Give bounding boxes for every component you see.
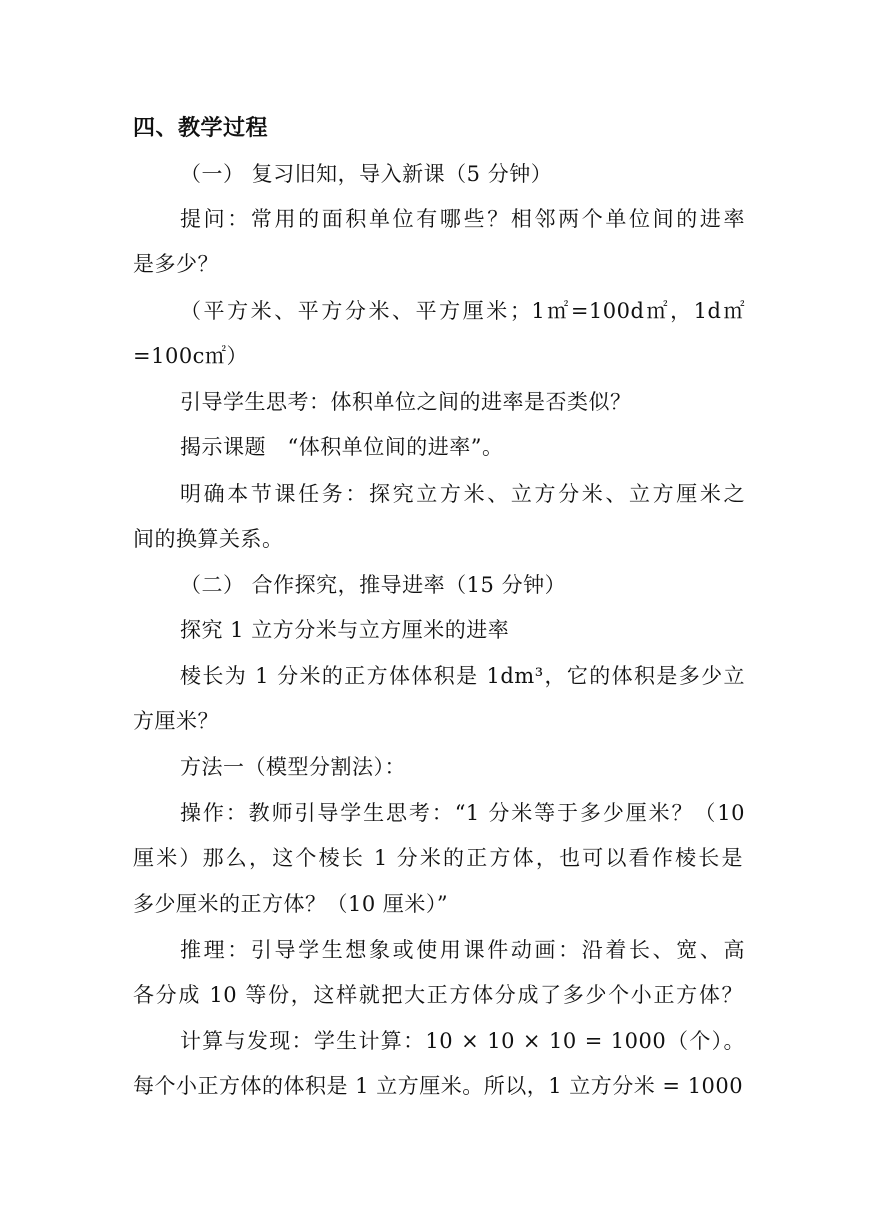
reasoning-line-2: 各分成 10 等份，这样就把大正方体分成了多少个小正方体？	[133, 983, 743, 1007]
answer-line-2: =100c㎡）	[133, 344, 248, 368]
cube-question-line-1: 棱长为 1 分米的正方体体积是 1dm³，它的体积是多少立	[180, 664, 745, 688]
calculation-line-2: 每个小正方体的体积是 1 立方厘米。所以，1 立方分米 = 1000	[133, 1074, 744, 1098]
section-heading: 四、教学过程	[133, 116, 269, 141]
task-line-2: 间的换算关系。	[133, 527, 284, 551]
part2-heading: （二） 合作探究，推导进率（15 分钟）	[180, 573, 567, 597]
question-line-2: 是多少？	[133, 252, 219, 276]
task-line-1: 明确本节课任务：探究立方米、立方分米、立方厘米之	[180, 482, 745, 506]
explore-title: 探究 1 立方分米与立方厘米的进率	[180, 618, 510, 642]
cube-question-line-2: 方厘米？	[133, 709, 219, 733]
reveal-topic: 揭示课题 “体积单位间的进率”。	[180, 435, 504, 459]
operation-line-2: 厘米）那么，这个棱长 1 分米的正方体，也可以看作棱长是	[133, 846, 743, 870]
operation-line-3: 多少厘米的正方体？（10 厘米）”	[133, 892, 449, 916]
method-one: 方法一（模型分割法）：	[180, 755, 406, 779]
reasoning-line-1: 推理：引导学生想象或使用课件动画：沿着长、宽、高	[180, 938, 745, 962]
question-line-1: 提问：常用的面积单位有哪些？相邻两个单位间的进率	[180, 207, 745, 231]
answer-line-1: （平方米、平方分米、平方厘米；1㎡=100d㎡，1d㎡	[180, 299, 745, 323]
guide-think: 引导学生思考：体积单位之间的进率是否类似？	[180, 390, 632, 414]
part1-heading: （一） 复习旧知，导入新课（5 分钟）	[180, 162, 553, 186]
operation-line-1: 操作：教师引导学生思考：“1 分米等于多少厘米？（10	[180, 801, 745, 825]
calculation-line-1: 计算与发现：学生计算：10 × 10 × 10 = 1000（个）。	[180, 1029, 745, 1053]
